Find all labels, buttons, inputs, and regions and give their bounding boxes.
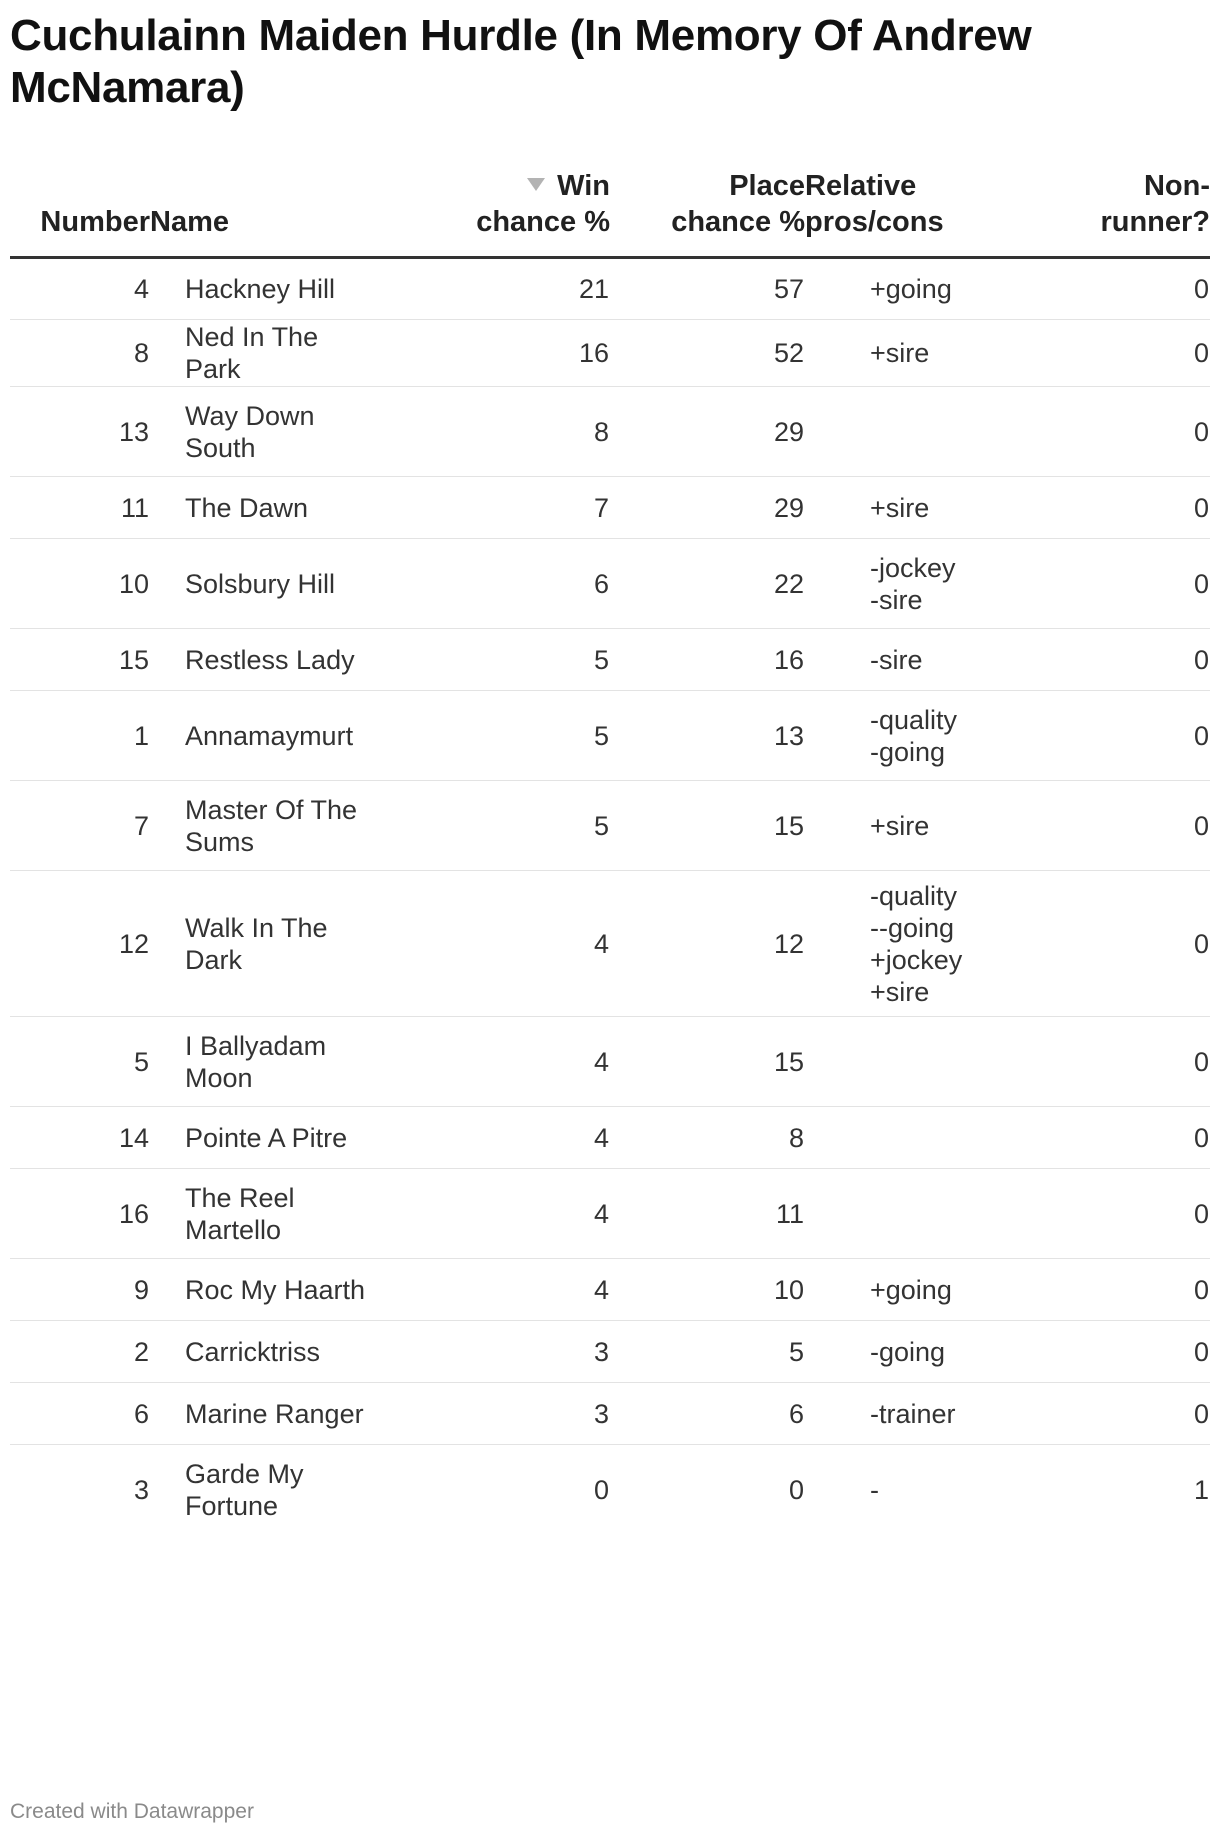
cell-win-chance-value: 3	[593, 1336, 609, 1367]
cell-number	[10, 1445, 150, 1535]
cell-pros-cons-value: -jockey -sire	[870, 552, 956, 615]
cell-non-runner-value: 0	[1193, 1398, 1209, 1429]
column-header-number[interactable]	[10, 160, 150, 258]
cell-non-runner	[1030, 1107, 1210, 1169]
cell-name-value: The Dawn	[185, 492, 309, 523]
table-row	[10, 258, 1210, 320]
cell-place-chance-value: 29	[773, 416, 804, 447]
cell-win-chance-value: 5	[593, 720, 609, 751]
cell-number	[10, 1169, 150, 1259]
cell-win-chance	[382, 871, 610, 1017]
cell-pros-cons	[805, 258, 1030, 320]
cell-win-chance	[382, 387, 610, 477]
cell-number	[10, 691, 150, 781]
chart-title: Cuchulainn Maiden Hurdle (In Memory Of Andrew McNamara)	[10, 11, 1032, 112]
cell-place-chance	[610, 477, 805, 539]
cell-win-chance-value: 5	[593, 644, 609, 675]
cell-name-value: Way Down South	[185, 400, 315, 463]
column-header-label: Place chance %	[671, 170, 805, 238]
cell-win-chance-value: 4	[593, 1122, 609, 1153]
cell-non-runner-value: 0	[1193, 1122, 1209, 1153]
cell-number	[10, 781, 150, 871]
cell-non-runner-value: 0	[1193, 274, 1209, 304]
table-row	[10, 1445, 1210, 1535]
cell-win-chance	[382, 477, 610, 539]
column-header-non-runner[interactable]	[1030, 160, 1210, 258]
cell-non-runner-value: 0	[1193, 568, 1209, 599]
cell-place-chance-value: 15	[773, 1046, 804, 1077]
column-header-label: Name	[150, 206, 229, 238]
column-header-label	[382, 168, 610, 240]
cell-non-runner-value: 0	[1193, 338, 1209, 368]
cell-win-chance	[382, 1383, 610, 1445]
cell-win-chance-value: 4	[593, 1274, 609, 1305]
table-row	[10, 1107, 1210, 1169]
cell-name-value: Hackney Hill	[185, 274, 336, 304]
cell-non-runner-value: 0	[1193, 1336, 1209, 1367]
cell-non-runner	[1030, 1445, 1210, 1535]
cell-name-value: Carricktriss	[185, 1336, 320, 1367]
cell-place-chance	[610, 1017, 805, 1107]
cell-pros-cons	[805, 781, 1030, 871]
cell-number	[10, 477, 150, 539]
cell-pros-cons	[805, 1321, 1030, 1383]
cell-win-chance	[382, 629, 610, 691]
cell-name-value: Roc My Haarth	[185, 1274, 366, 1305]
cell-non-runner-value: 0	[1193, 1046, 1209, 1077]
cell-number-value: 6	[133, 1398, 149, 1429]
column-header-label: Non- runner?	[1100, 170, 1210, 238]
table-row	[10, 1017, 1210, 1107]
cell-pros-cons-value: +sire	[870, 338, 930, 368]
cell-non-runner	[1030, 691, 1210, 781]
cell-number	[10, 1107, 150, 1169]
cell-number-value: 4	[133, 274, 149, 304]
cell-number-value: 2	[133, 1336, 149, 1367]
cell-name-value: Marine Ranger	[185, 1398, 364, 1429]
cell-place-chance	[610, 691, 805, 781]
cell-name-value: Solsbury Hill	[185, 568, 336, 599]
cell-name	[150, 781, 382, 871]
cell-number	[10, 258, 150, 320]
cell-pros-cons-value: -quality --going +jockey +sire	[870, 880, 963, 1007]
cell-win-chance	[382, 1107, 610, 1169]
cell-name	[150, 539, 382, 629]
cell-place-chance	[610, 871, 805, 1017]
cell-number	[10, 629, 150, 691]
cell-win-chance	[382, 258, 610, 320]
cell-number	[10, 1321, 150, 1383]
cell-pros-cons	[805, 871, 1030, 1017]
cell-non-runner-value: 0	[1193, 1274, 1209, 1305]
cell-pros-cons	[805, 629, 1030, 691]
cell-place-chance	[610, 1259, 805, 1321]
cell-non-runner	[1030, 1321, 1210, 1383]
credit-footer: Created with Datawrapper	[10, 1800, 254, 1823]
cell-place-chance-value: 6	[788, 1398, 804, 1429]
column-header-name[interactable]	[150, 160, 382, 258]
cell-number	[10, 320, 150, 387]
table-row	[10, 629, 1210, 691]
column-header-win-chance[interactable]	[382, 160, 610, 258]
cell-non-runner	[1030, 387, 1210, 477]
cell-pros-cons	[805, 1383, 1030, 1445]
cell-non-runner-value: 0	[1193, 720, 1209, 751]
cell-name-value: Restless Lady	[185, 644, 355, 675]
table-row	[10, 781, 1210, 871]
sort-descending-icon	[527, 178, 545, 191]
header-row	[10, 160, 1210, 258]
cell-place-chance-value: 0	[788, 1474, 804, 1505]
cell-name-value: Walk In The Dark	[185, 912, 328, 975]
cell-name	[150, 871, 382, 1017]
column-header-label: Relative pros/cons	[805, 170, 944, 238]
cell-win-chance	[382, 1259, 610, 1321]
cell-non-runner	[1030, 1259, 1210, 1321]
cell-non-runner-value: 0	[1193, 492, 1209, 523]
column-header-text: Win chance %	[476, 170, 610, 238]
cell-win-chance	[382, 1321, 610, 1383]
cell-pros-cons-value: +sire	[870, 492, 930, 523]
cell-name	[150, 1017, 382, 1107]
cell-number	[10, 539, 150, 629]
table-row	[10, 477, 1210, 539]
cell-number	[10, 871, 150, 1017]
cell-name-value: I Ballyadam Moon	[185, 1030, 327, 1093]
cell-non-runner-value: 0	[1193, 928, 1209, 959]
cell-place-chance-value: 16	[773, 644, 804, 675]
cell-name	[150, 320, 382, 387]
cell-number-value: 12	[118, 928, 149, 959]
cell-win-chance	[382, 1169, 610, 1259]
cell-non-runner	[1030, 258, 1210, 320]
table-row	[10, 320, 1210, 387]
cell-win-chance	[382, 320, 610, 387]
cell-pros-cons-value: +sire	[870, 810, 930, 841]
cell-non-runner	[1030, 781, 1210, 871]
cell-name	[150, 1383, 382, 1445]
cell-number-value: 16	[118, 1198, 149, 1229]
cell-pros-cons-value: -sire	[870, 644, 923, 675]
cell-place-chance	[610, 258, 805, 320]
cell-place-chance-value: 8	[788, 1122, 804, 1153]
cell-non-runner	[1030, 320, 1210, 387]
cell-number-value: 9	[133, 1274, 149, 1305]
cell-non-runner	[1030, 1169, 1210, 1259]
cell-pros-cons	[805, 320, 1030, 387]
cell-number-value: 14	[118, 1122, 149, 1153]
cell-pros-cons	[805, 477, 1030, 539]
cell-win-chance	[382, 539, 610, 629]
cell-name-value: The Reel Martello	[185, 1182, 295, 1245]
column-header-pros-cons[interactable]	[805, 160, 1030, 258]
cell-place-chance-value: 10	[773, 1274, 804, 1305]
cell-place-chance	[610, 1321, 805, 1383]
table-row	[10, 1321, 1210, 1383]
cell-name	[150, 1107, 382, 1169]
cell-pros-cons	[805, 691, 1030, 781]
cell-pros-cons	[805, 387, 1030, 477]
cell-pros-cons	[805, 1107, 1030, 1169]
cell-non-runner-value: 1	[1193, 1474, 1209, 1505]
cell-non-runner-value: 0	[1193, 416, 1209, 447]
cell-name	[150, 477, 382, 539]
cell-place-chance-value: 11	[775, 1198, 804, 1229]
cell-pros-cons	[805, 1259, 1030, 1321]
cell-name-value: Garde My Fortune	[185, 1458, 304, 1521]
table-row	[10, 387, 1210, 477]
cell-pros-cons	[805, 539, 1030, 629]
cell-non-runner	[1030, 629, 1210, 691]
table-row	[10, 691, 1210, 781]
cell-win-chance-value: 5	[593, 810, 609, 841]
cell-win-chance-value: 8	[593, 416, 609, 447]
cell-pros-cons	[805, 1169, 1030, 1259]
cell-name	[150, 1169, 382, 1259]
cell-number	[10, 1383, 150, 1445]
column-header-place-chance[interactable]	[610, 160, 805, 258]
cell-number-value: 7	[133, 810, 149, 841]
cell-number-value: 13	[118, 416, 149, 447]
cell-place-chance	[610, 1445, 805, 1535]
cell-name-value: Ned In The Park	[185, 322, 319, 384]
cell-non-runner-value: 0	[1193, 810, 1209, 841]
cell-place-chance-value: 57	[773, 274, 804, 304]
table-row	[10, 1259, 1210, 1321]
cell-name	[150, 1321, 382, 1383]
cell-non-runner	[1030, 539, 1210, 629]
cell-pros-cons-value: +going	[870, 274, 952, 304]
cell-win-chance-value: 6	[593, 568, 609, 599]
cell-pros-cons-value: +going	[870, 1274, 952, 1305]
cell-number-value: 10	[118, 568, 149, 599]
cell-win-chance	[382, 781, 610, 871]
cell-non-runner	[1030, 871, 1210, 1017]
cell-name	[150, 258, 382, 320]
cell-win-chance-value: 3	[593, 1398, 609, 1429]
column-header-label: Number	[40, 206, 150, 238]
cell-win-chance-value: 16	[578, 338, 609, 368]
cell-number	[10, 1259, 150, 1321]
cell-place-chance-value: 12	[773, 928, 804, 959]
cell-win-chance-value: 0	[593, 1474, 609, 1505]
cell-pros-cons-value: -going	[870, 1336, 946, 1367]
cell-win-chance	[382, 691, 610, 781]
cell-name-value: Master Of The Sums	[185, 794, 358, 857]
cell-name	[150, 1445, 382, 1535]
cell-place-chance	[610, 320, 805, 387]
cell-place-chance	[610, 629, 805, 691]
cell-name	[150, 387, 382, 477]
cell-name	[150, 629, 382, 691]
cell-win-chance	[382, 1017, 610, 1107]
cell-place-chance	[610, 781, 805, 871]
cell-pros-cons-value: -trainer	[870, 1398, 956, 1429]
cell-number-value: 5	[133, 1046, 149, 1077]
cell-place-chance-value: 13	[773, 720, 804, 751]
cell-non-runner	[1030, 1017, 1210, 1107]
cell-place-chance	[610, 539, 805, 629]
cell-number	[10, 1017, 150, 1107]
cell-place-chance	[610, 387, 805, 477]
table-row	[10, 1383, 1210, 1445]
table-body	[10, 258, 1210, 1535]
cell-name-value: Pointe A Pitre	[185, 1122, 348, 1153]
cell-number-value: 3	[133, 1474, 149, 1505]
cell-place-chance-value: 22	[773, 568, 804, 599]
cell-pros-cons	[805, 1017, 1030, 1107]
table-row	[10, 1169, 1210, 1259]
cell-win-chance-value: 4	[593, 1198, 609, 1229]
cell-pros-cons-value: -	[870, 1474, 879, 1505]
cell-place-chance-value: 52	[773, 338, 804, 368]
cell-name	[150, 1259, 382, 1321]
cell-number-value: 15	[118, 644, 149, 675]
cell-place-chance-value: 15	[773, 810, 804, 841]
cell-pros-cons-value: -quality -going	[870, 704, 958, 767]
cell-win-chance-value: 4	[593, 928, 609, 959]
table-row	[10, 539, 1210, 629]
cell-non-runner-value: 0	[1193, 644, 1209, 675]
cell-name-value: Annamaymurt	[185, 720, 354, 751]
cell-win-chance	[382, 1445, 610, 1535]
cell-pros-cons	[805, 1445, 1030, 1535]
cell-non-runner	[1030, 477, 1210, 539]
cell-place-chance	[610, 1383, 805, 1445]
cell-win-chance-value: 7	[593, 492, 609, 523]
table-row	[10, 871, 1210, 1017]
cell-non-runner-value: 0	[1193, 1198, 1209, 1229]
cell-place-chance	[610, 1107, 805, 1169]
cell-number-value: 11	[120, 492, 149, 523]
cell-place-chance	[610, 1169, 805, 1259]
cell-win-chance-value: 4	[593, 1046, 609, 1077]
cell-non-runner	[1030, 1383, 1210, 1445]
cell-name	[150, 691, 382, 781]
cell-number-value: 8	[133, 338, 149, 368]
cell-place-chance-value: 29	[773, 492, 804, 523]
cell-win-chance-value: 21	[578, 274, 609, 304]
cell-number-value: 1	[133, 720, 149, 751]
cell-number	[10, 387, 150, 477]
results-table	[10, 160, 1210, 1535]
cell-place-chance-value: 5	[788, 1336, 804, 1367]
